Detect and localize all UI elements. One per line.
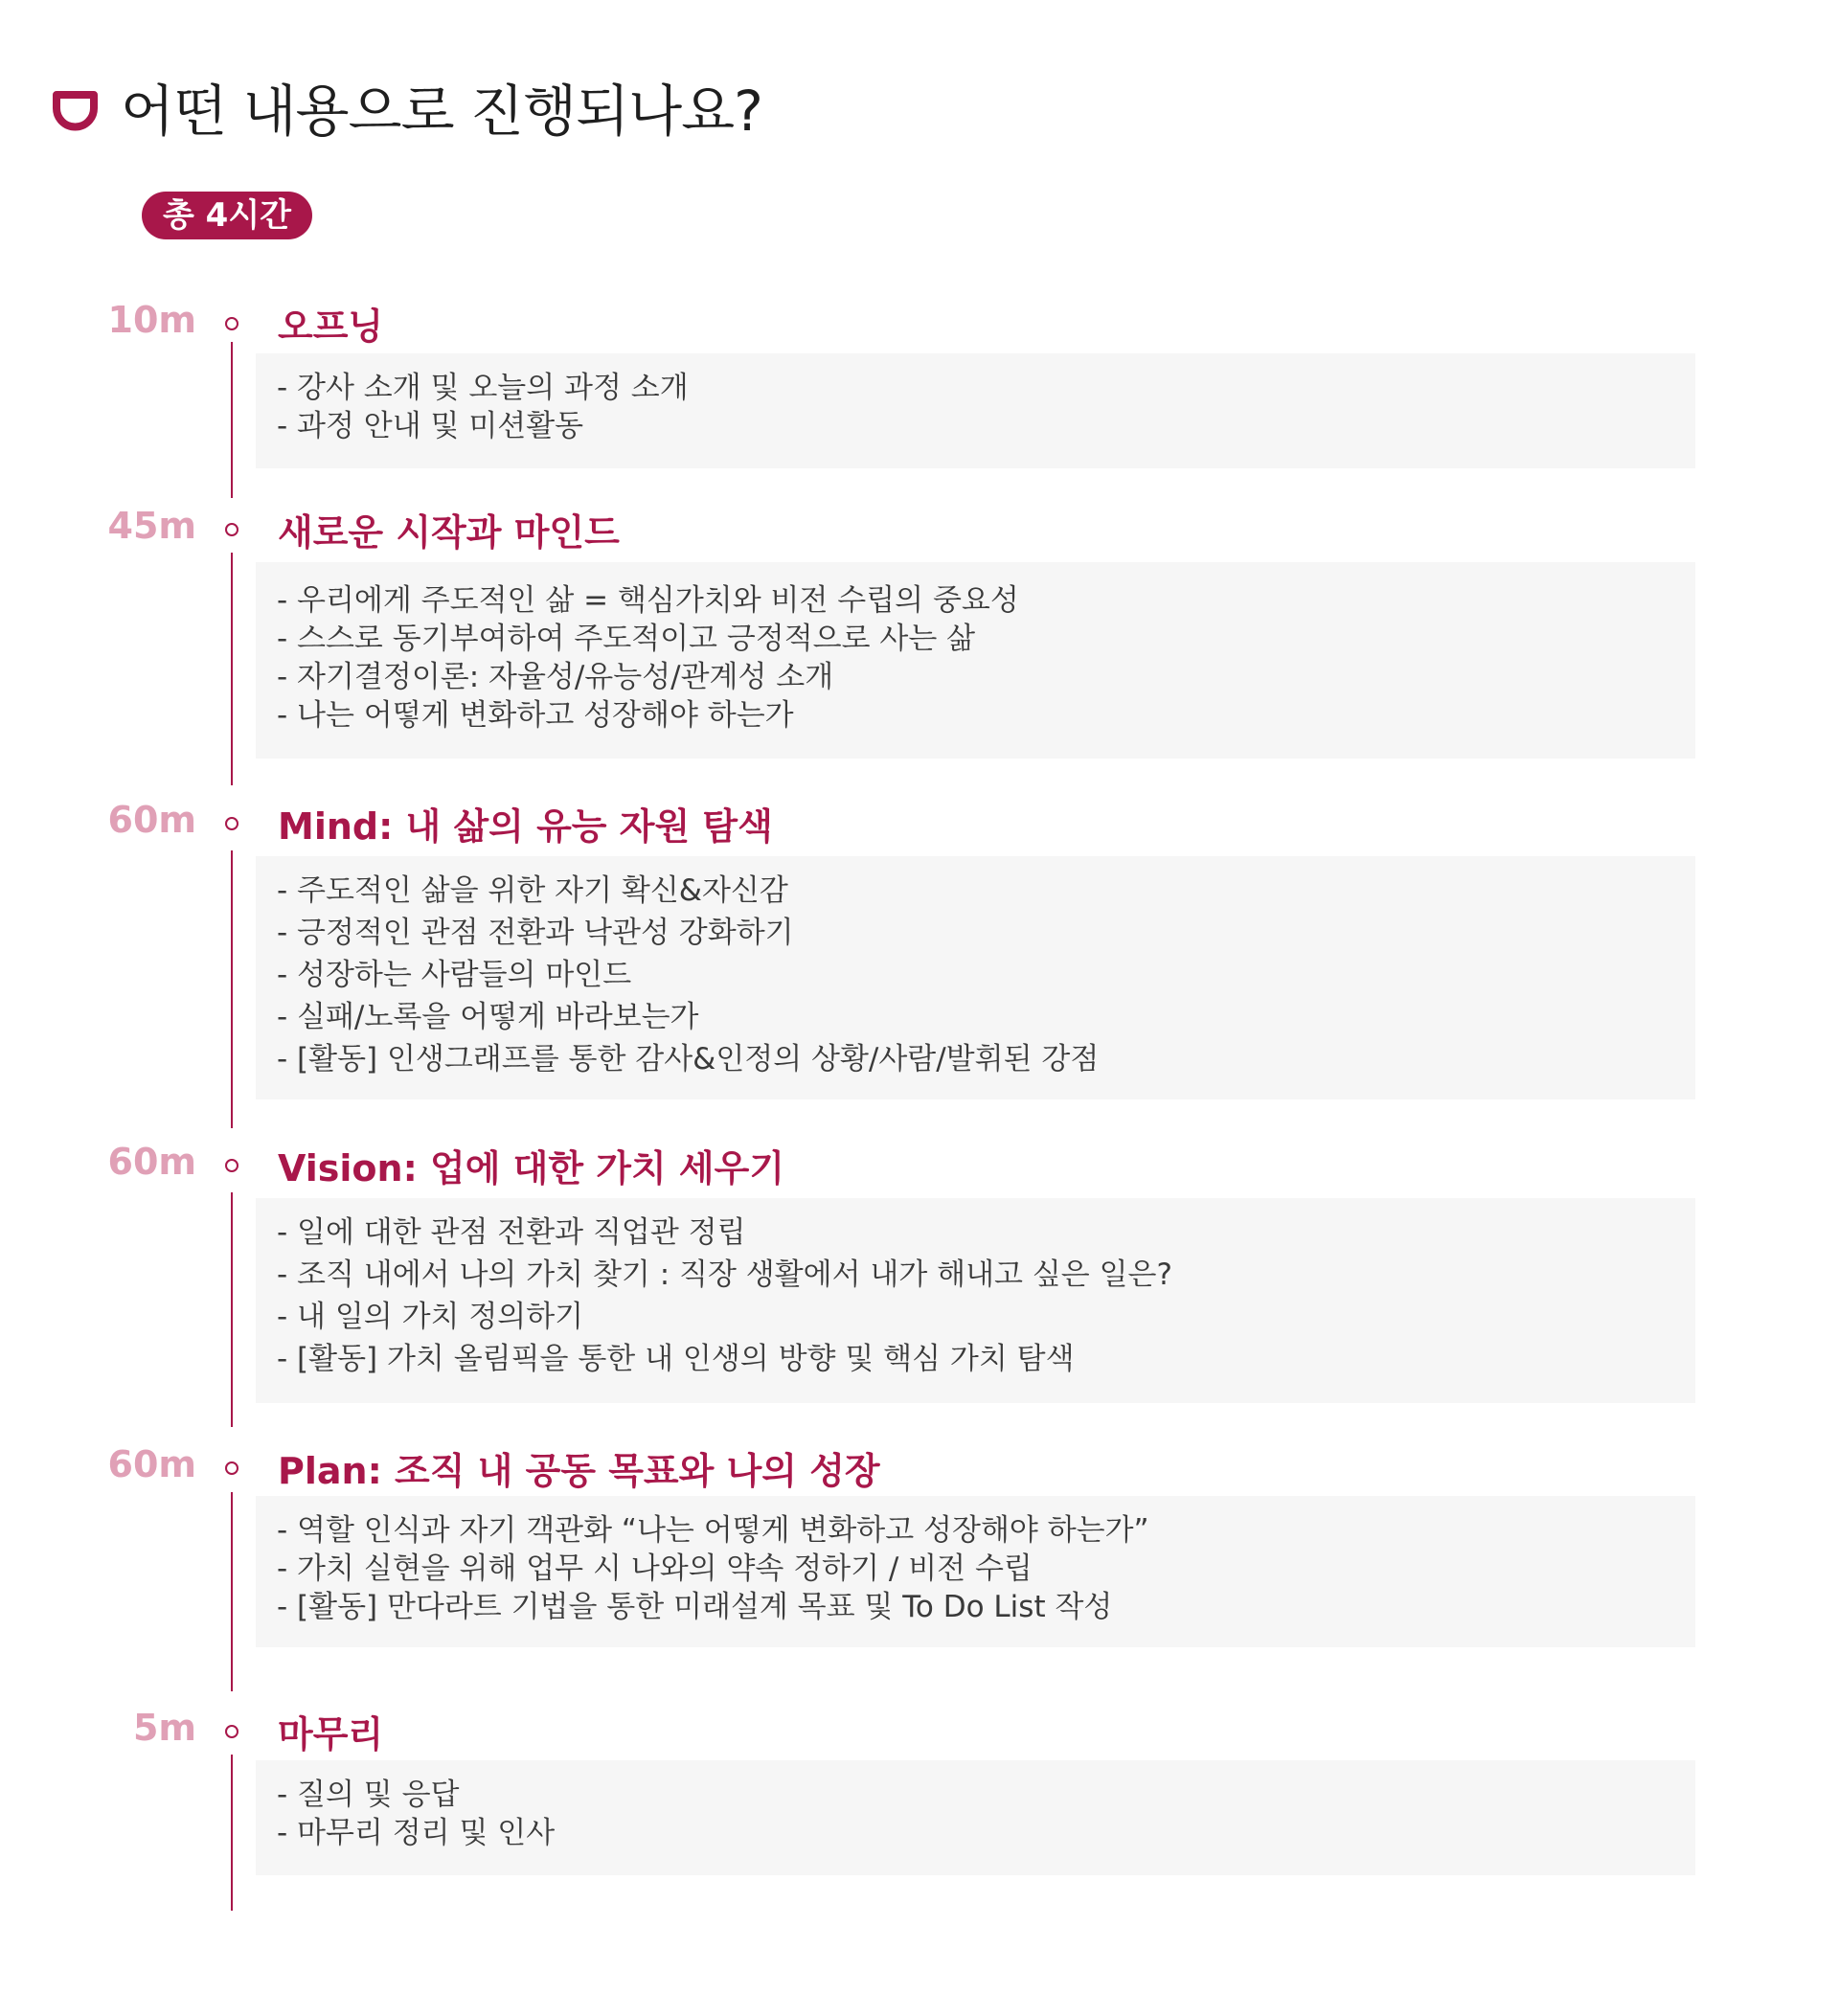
session-duration: 5m	[132, 1707, 196, 1749]
timeline-line-5	[231, 1492, 233, 1691]
timeline-line-3	[231, 850, 233, 1128]
timeline-dot	[225, 1725, 238, 1738]
session-title: Mind: 내 삶의 유능 자원 탐색	[278, 805, 773, 848]
list-item: - 실패/노록을 어떻게 바라보는가	[277, 1000, 699, 1034]
list-item: - 주도적인 삶을 위한 자기 확신&자신감	[277, 873, 788, 908]
timeline-dot	[225, 523, 238, 536]
session-duration: 60m	[107, 799, 196, 841]
timeline-line-4	[231, 1192, 233, 1427]
timeline-dot	[225, 317, 238, 330]
timeline-line-1	[231, 342, 233, 498]
timeline-line-2	[231, 553, 233, 785]
session-duration: 60m	[107, 1443, 196, 1485]
list-item: - 내 일의 가치 정의하기	[277, 1300, 584, 1334]
session-title: Plan: 조직 내 공동 목표와 나의 성장	[278, 1450, 880, 1492]
list-item: - 가치 실현을 위해 업무 시 나와의 약속 정하기 / 비전 수립	[277, 1552, 1033, 1586]
list-item: - 조직 내에서 나의 가치 찾기 : 직장 생활에서 내가 해내고 싶은 일은?	[277, 1257, 1172, 1292]
list-item: - 과정 안내 및 미션활동	[277, 409, 584, 443]
session-title: Vision: 업에 대한 가치 세우기	[278, 1147, 785, 1189]
list-item: - [활동] 가치 올림픽을 통한 내 인생의 방향 및 핵심 가치 탐색	[277, 1342, 1075, 1376]
list-item: - 강사 소개 및 오늘의 과정 소개	[277, 371, 689, 405]
list-item: - 질의 및 응답	[277, 1778, 460, 1812]
list-item: - 나는 어떻게 변화하고 성장해야 하는가	[277, 698, 794, 733]
session-content	[256, 856, 1695, 1099]
list-item: - 우리에게 주도적인 삶 = 핵심가치와 비전 수립의 중요성	[277, 583, 1019, 618]
page-header	[50, 63, 762, 149]
list-item: - [활동] 인생그래프를 통한 감사&인정의 상황/사람/발휘된 강점	[277, 1042, 1100, 1076]
session-title: 마무리	[278, 1713, 384, 1756]
list-item: - [활동] 만다라트 기법을 통한 미래설계 목표 및 To Do List 작성	[277, 1590, 1113, 1624]
brand-logo-icon	[50, 80, 102, 132]
session-title: 오프닝	[278, 306, 384, 348]
total-duration-badge: 총 4시간	[142, 192, 312, 239]
session-content	[256, 1198, 1695, 1403]
timeline-line-6	[231, 1755, 233, 1911]
list-item: - 긍정적인 관점 전환과 낙관성 강화하기	[277, 916, 794, 950]
list-item: - 역할 인식과 자기 객관화 “나는 어떻게 변화하고 성장해야 하는가”	[277, 1513, 1149, 1548]
timeline-dot	[225, 1461, 238, 1475]
timeline-dot	[225, 1159, 238, 1172]
page-title: 어떤 내용으로 진행되나요?	[121, 79, 762, 144]
session-duration: 45m	[107, 505, 196, 547]
list-item: - 자기결정이론: 자율성/유능성/관계성 소개	[277, 660, 834, 694]
session-title: 새로운 시작과 마인드	[278, 511, 620, 554]
session-content	[256, 562, 1695, 759]
timeline-dot	[225, 817, 238, 830]
session-duration: 60m	[107, 1141, 196, 1183]
session-content	[256, 1760, 1695, 1875]
session-duration: 10m	[107, 299, 196, 341]
session-content	[256, 353, 1695, 468]
session-content	[256, 1496, 1695, 1647]
list-item: - 성장하는 사람들의 마인드	[277, 958, 632, 992]
list-item: - 일에 대한 관점 전환과 직업관 정립	[277, 1215, 746, 1250]
list-item: - 스스로 동기부여하여 주도적이고 긍정적으로 사는 삶	[277, 622, 976, 656]
list-item: - 마무리 정리 및 인사	[277, 1816, 556, 1850]
